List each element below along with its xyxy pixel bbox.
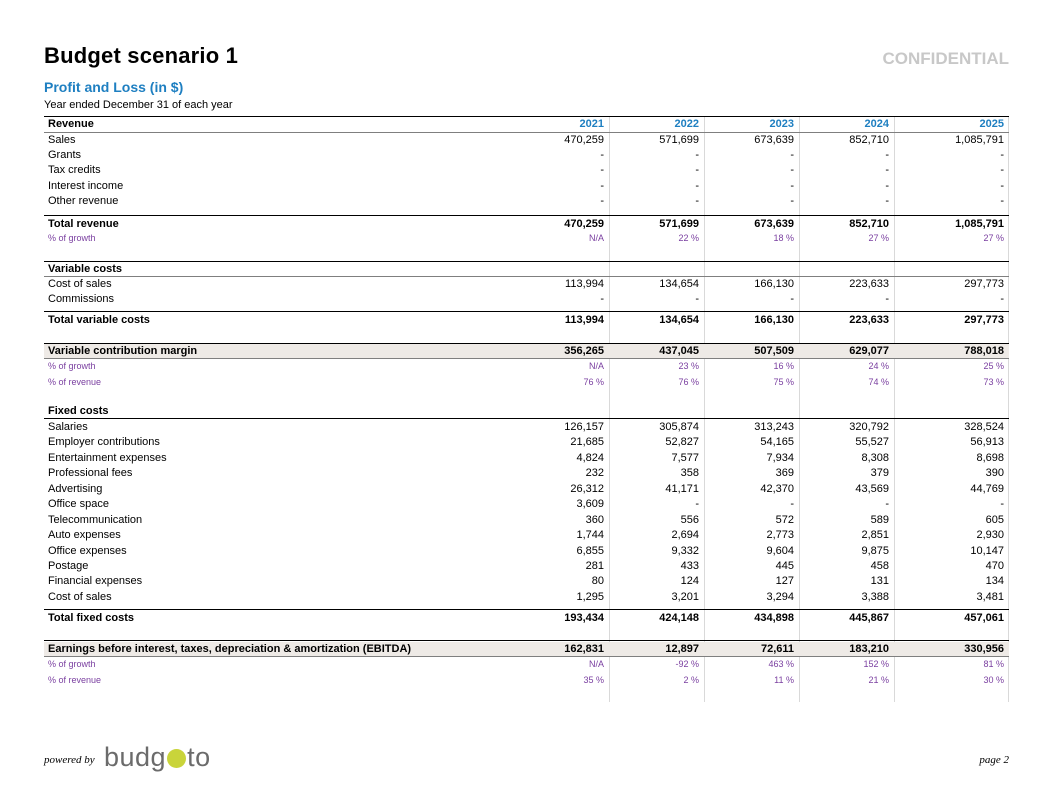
value-cell: 131 <box>870 575 889 587</box>
table-row <box>44 375 1009 390</box>
value-cell: 330,956 <box>964 643 1004 655</box>
value-cell: 457,061 <box>964 612 1004 624</box>
value-cell: - <box>1000 195 1004 207</box>
row-label: Sales <box>48 134 76 146</box>
logo-dot-icon <box>167 749 186 768</box>
value-cell: - <box>790 180 794 192</box>
value-cell: - <box>695 164 699 176</box>
value-cell: - <box>1000 180 1004 192</box>
value-cell: - <box>695 180 699 192</box>
row-label: Commissions <box>48 293 115 305</box>
value-cell: 673,639 <box>754 218 794 230</box>
value-cell: 3,481 <box>976 591 1004 603</box>
value-cell: 124 <box>680 575 699 587</box>
value-cell: 281 <box>585 560 604 572</box>
table-row <box>44 231 1009 246</box>
value-cell: 162,831 <box>564 643 604 655</box>
value-cell: 127 <box>775 575 794 587</box>
table-row <box>44 420 1009 435</box>
table-row <box>44 528 1009 543</box>
table-row <box>44 451 1009 466</box>
value-cell: 605 <box>985 514 1004 526</box>
value-cell: - <box>885 195 889 207</box>
row-label: Postage <box>48 560 89 572</box>
value-cell: 297,773 <box>964 278 1004 290</box>
value-cell: 76 % <box>583 377 604 387</box>
table-row <box>44 466 1009 481</box>
value-cell: 470 <box>985 560 1004 572</box>
row-label: Advertising <box>48 483 103 495</box>
value-cell: 7,934 <box>766 452 794 464</box>
value-cell: N/A <box>588 361 604 371</box>
value-cell: 437,045 <box>659 345 699 357</box>
value-cell: 571,699 <box>659 134 699 146</box>
value-cell: 30 % <box>983 675 1004 685</box>
value-cell: 1,085,791 <box>955 218 1004 230</box>
row-divider <box>44 116 1009 117</box>
value-cell: 463 % <box>768 659 794 669</box>
row-label: Fixed costs <box>48 405 109 417</box>
table-row <box>44 544 1009 559</box>
row-divider <box>44 609 1009 610</box>
value-cell: 2 % <box>683 675 699 685</box>
row-label: % of growth <box>48 659 96 669</box>
budgeto-logo: budg to <box>104 742 211 772</box>
value-cell: 113,994 <box>564 314 604 326</box>
value-cell: - <box>885 164 889 176</box>
value-cell: - <box>885 498 889 510</box>
value-cell: 75 % <box>773 377 794 387</box>
value-cell: - <box>695 498 699 510</box>
value-cell: 434,898 <box>754 612 794 624</box>
value-cell: 1,085,791 <box>955 134 1004 146</box>
value-cell: - <box>1000 293 1004 305</box>
value-cell: 7,577 <box>671 452 699 464</box>
value-cell: 320,792 <box>849 421 889 433</box>
value-cell: 507,509 <box>754 345 794 357</box>
table-row <box>44 497 1009 512</box>
value-cell: 52,827 <box>665 436 699 448</box>
value-cell: 81 % <box>983 659 1004 669</box>
value-cell: 3,388 <box>861 591 889 603</box>
value-cell: -92 % <box>675 659 699 669</box>
statement-title: Profit and Loss (in $) <box>44 79 184 95</box>
row-label: Total variable costs <box>48 314 150 326</box>
value-cell: - <box>600 149 604 161</box>
value-cell: - <box>885 293 889 305</box>
table-row <box>44 435 1009 450</box>
value-cell: 193,434 <box>564 612 604 624</box>
table-row <box>44 179 1009 194</box>
table-header-row <box>44 117 1009 132</box>
row-label: Variable contribution margin <box>48 345 198 357</box>
value-cell: 80 <box>591 575 604 587</box>
table-row <box>44 262 1009 277</box>
powered-by-label: powered by <box>44 754 95 766</box>
table-row <box>44 574 1009 589</box>
value-cell: 166,130 <box>754 314 794 326</box>
value-cell: 23 % <box>678 361 699 371</box>
year-header-cell: 2024 <box>864 118 889 130</box>
value-cell: 1,295 <box>576 591 604 603</box>
value-cell: - <box>1000 498 1004 510</box>
value-cell: - <box>885 149 889 161</box>
row-label: Employer contributions <box>48 436 160 448</box>
value-cell: 470,259 <box>564 218 604 230</box>
value-cell: 27 % <box>983 233 1004 243</box>
value-cell: 44,769 <box>970 483 1004 495</box>
value-cell: 35 % <box>583 675 604 685</box>
value-cell: - <box>695 149 699 161</box>
value-cell: - <box>600 195 604 207</box>
value-cell: 1,744 <box>576 529 604 541</box>
table-row <box>44 217 1009 232</box>
value-cell: 571,699 <box>659 218 699 230</box>
row-label: Tax credits <box>48 164 101 176</box>
table-row <box>44 194 1009 209</box>
value-cell: - <box>600 164 604 176</box>
value-cell: 10,147 <box>970 545 1004 557</box>
value-cell: 183,210 <box>849 643 889 655</box>
row-divider <box>44 261 1009 262</box>
value-cell: 72,611 <box>760 643 794 655</box>
value-cell: 2,773 <box>766 529 794 541</box>
value-cell: 223,633 <box>849 314 889 326</box>
table-row <box>44 148 1009 163</box>
value-cell: 21 % <box>868 675 889 685</box>
value-cell: 788,018 <box>964 345 1004 357</box>
value-cell: N/A <box>588 659 604 669</box>
year-header-cell: 2021 <box>579 118 604 130</box>
table-row <box>44 590 1009 605</box>
value-cell: 445,867 <box>849 612 889 624</box>
period-note: Year ended December 31 of each year <box>44 99 233 111</box>
value-cell: - <box>790 293 794 305</box>
value-cell: 852,710 <box>849 134 889 146</box>
value-cell: 42,370 <box>760 483 794 495</box>
table-row <box>44 642 1009 657</box>
value-cell: 126,157 <box>564 421 604 433</box>
value-cell: - <box>1000 164 1004 176</box>
row-label: Salaries <box>48 421 88 433</box>
value-cell: 3,609 <box>576 498 604 510</box>
page-number: page 2 <box>979 754 1009 766</box>
value-cell: 589 <box>870 514 889 526</box>
value-cell: 360 <box>585 514 604 526</box>
value-cell: 56,913 <box>970 436 1004 448</box>
row-divider <box>44 311 1009 312</box>
year-header-cell: 2025 <box>979 118 1004 130</box>
value-cell: 328,524 <box>964 421 1004 433</box>
value-cell: 223,633 <box>849 278 889 290</box>
value-cell: 41,171 <box>665 483 699 495</box>
value-cell: 26,312 <box>570 483 604 495</box>
row-divider <box>44 358 1009 359</box>
table-row <box>44 559 1009 574</box>
value-cell: 556 <box>680 514 699 526</box>
value-cell: 358 <box>680 467 699 479</box>
value-cell: 3,294 <box>766 591 794 603</box>
value-cell: - <box>790 195 794 207</box>
row-label: Cost of sales <box>48 278 112 290</box>
row-divider <box>44 343 1009 344</box>
row-label: Interest income <box>48 180 124 192</box>
row-label: % of revenue <box>48 377 102 387</box>
row-label: Total revenue <box>48 218 119 230</box>
table-row <box>44 344 1009 359</box>
value-cell: 9,604 <box>766 545 794 557</box>
value-cell: 629,077 <box>849 345 889 357</box>
value-cell: 134 <box>985 575 1004 587</box>
value-cell: 2,851 <box>861 529 889 541</box>
value-cell: 152 % <box>863 659 889 669</box>
value-cell: 8,308 <box>861 452 889 464</box>
row-divider <box>44 215 1009 216</box>
value-cell: 16 % <box>773 361 794 371</box>
table-row <box>44 359 1009 374</box>
row-label: Grants <box>48 149 82 161</box>
value-cell: 76 % <box>678 377 699 387</box>
row-label: % of growth <box>48 233 96 243</box>
row-divider <box>44 132 1009 133</box>
table-row <box>44 482 1009 497</box>
value-cell: 6,855 <box>576 545 604 557</box>
row-label: Auto expenses <box>48 529 121 541</box>
row-label: Earnings before interest, taxes, depreciation & amortization (EBITDA) <box>48 643 412 655</box>
row-label: Entertainment expenses <box>48 452 167 464</box>
value-cell: 572 <box>775 514 794 526</box>
value-cell: - <box>695 293 699 305</box>
row-label: Office space <box>48 498 109 510</box>
value-cell: 433 <box>680 560 699 572</box>
value-cell: 852,710 <box>849 218 889 230</box>
row-label: Variable costs <box>48 263 122 275</box>
value-cell: 2,930 <box>976 529 1004 541</box>
confidential-label: CONFIDENTIAL <box>882 49 1009 68</box>
value-cell: 369 <box>775 467 794 479</box>
value-cell: 134,654 <box>659 278 699 290</box>
value-cell: 25 % <box>983 361 1004 371</box>
row-label: Revenue <box>48 118 94 130</box>
value-cell: 43,569 <box>855 483 889 495</box>
value-cell: - <box>790 149 794 161</box>
value-cell: 9,875 <box>861 545 889 557</box>
value-cell: 73 % <box>983 377 1004 387</box>
value-cell: 74 % <box>868 377 889 387</box>
value-cell: - <box>600 180 604 192</box>
row-divider <box>44 656 1009 657</box>
value-cell: 27 % <box>868 233 889 243</box>
value-cell: 445 <box>775 560 794 572</box>
year-header-cell: 2023 <box>769 118 794 130</box>
value-cell: - <box>790 164 794 176</box>
row-divider <box>44 640 1009 641</box>
table-row <box>44 277 1009 292</box>
value-cell: 134,654 <box>659 314 699 326</box>
row-divider <box>44 418 1009 419</box>
value-cell: N/A <box>588 233 604 243</box>
table-row <box>44 673 1009 688</box>
value-cell: - <box>695 195 699 207</box>
value-cell: - <box>600 293 604 305</box>
value-cell: 390 <box>985 467 1004 479</box>
table-row <box>44 513 1009 528</box>
value-cell: 356,265 <box>564 345 604 357</box>
value-cell: 9,332 <box>671 545 699 557</box>
value-cell: 470,259 <box>564 134 604 146</box>
table-row <box>44 133 1009 148</box>
value-cell: 3,201 <box>671 591 699 603</box>
value-cell: 54,165 <box>760 436 794 448</box>
value-cell: 11 % <box>774 675 794 685</box>
value-cell: 55,527 <box>855 436 889 448</box>
value-cell: - <box>1000 149 1004 161</box>
table-row <box>44 611 1009 626</box>
row-label: % of growth <box>48 361 96 371</box>
value-cell: 305,874 <box>659 421 699 433</box>
value-cell: 21,685 <box>570 436 604 448</box>
table-row <box>44 313 1009 328</box>
row-label: Telecommunication <box>48 514 143 526</box>
value-cell: - <box>790 498 794 510</box>
table-row <box>44 657 1009 672</box>
row-label: Total fixed costs <box>48 612 134 624</box>
value-cell: 297,773 <box>964 314 1004 326</box>
value-cell: 166,130 <box>754 278 794 290</box>
report-title: Budget scenario 1 <box>44 43 239 68</box>
table-row <box>44 404 1009 419</box>
year-header-cell: 2022 <box>674 118 699 130</box>
value-cell: 2,694 <box>671 529 699 541</box>
table-row <box>44 292 1009 307</box>
row-label: Office expenses <box>48 545 127 557</box>
row-label: Financial expenses <box>48 575 143 587</box>
value-cell: 8,698 <box>976 452 1004 464</box>
value-cell: 22 % <box>678 233 699 243</box>
value-cell: 673,639 <box>754 134 794 146</box>
value-cell: - <box>885 180 889 192</box>
row-label: Cost of sales <box>48 591 112 603</box>
value-cell: 379 <box>870 467 889 479</box>
value-cell: 113,994 <box>565 278 604 290</box>
table-row <box>44 163 1009 178</box>
value-cell: 313,243 <box>754 421 794 433</box>
value-cell: 458 <box>870 560 889 572</box>
row-label: % of revenue <box>48 675 102 685</box>
row-divider <box>44 276 1009 277</box>
value-cell: 424,148 <box>659 612 699 624</box>
value-cell: 232 <box>585 467 604 479</box>
value-cell: 4,824 <box>576 452 604 464</box>
value-cell: 12,897 <box>665 643 699 655</box>
value-cell: 24 % <box>868 361 889 371</box>
row-label: Professional fees <box>48 467 133 479</box>
row-label: Other revenue <box>48 195 119 207</box>
value-cell: 18 % <box>773 233 794 243</box>
profit-loss-table <box>44 116 1009 702</box>
